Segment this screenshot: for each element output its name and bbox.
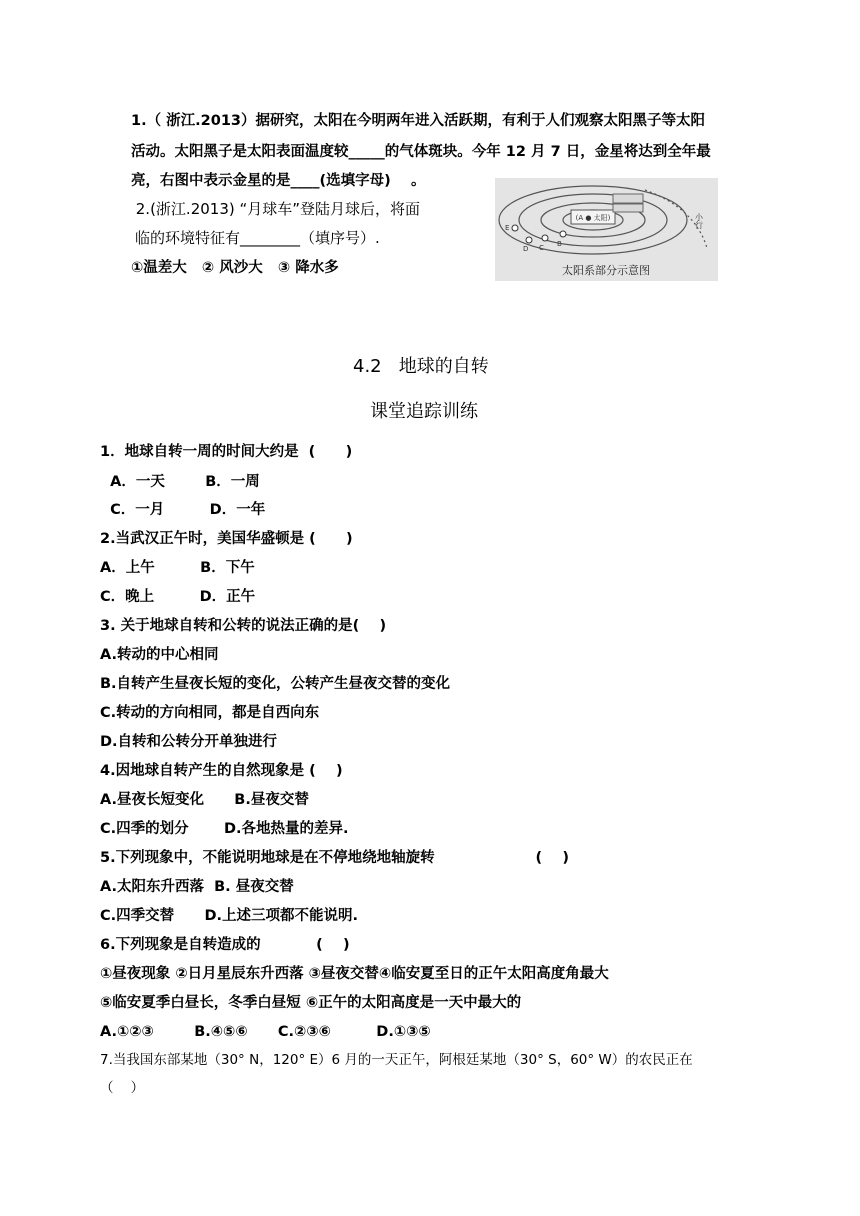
q4-stem: 4.因地球自转产生的自然现象是 ( )	[100, 763, 343, 779]
q1-stem: 1．地球自转一周的时间大约是 ( )	[100, 444, 353, 460]
planet-label-d: D	[523, 245, 529, 253]
q2-options-ab: A．上午 B．下午	[100, 560, 255, 576]
q4-options-ab: A.昼夜长短变化 B.昼夜交替	[100, 792, 309, 808]
q6-phenomena-1: ①昼夜现象 ②日月星辰东升西落 ③昼夜交替④临安夏至日的正午太阳高度角最大	[100, 966, 609, 982]
q5-stem: 5.下列现象中，不能说明地球是在不停地绕地轴旋转 ( )	[100, 850, 570, 866]
q1-options-ab: A．一天 B．一周	[100, 474, 260, 490]
q1-options-cd: C．一月 D．一年	[100, 502, 266, 518]
q3-stem: 3. 关于地球自转和公转的说法正确的是( )	[100, 618, 387, 634]
q3-option-b: B.自转产生昼夜长短的变化，公转产生昼夜交替的变化	[100, 676, 451, 692]
question-2-line-1: 2.(浙江.2013) “月球车”登陆月球后，将面	[131, 200, 421, 218]
q2-stem: 2.当武汉正午时，美国华盛顿是 ( )	[100, 531, 353, 547]
asteroid-label: 小行	[694, 213, 704, 229]
sun-label: (A ● 太阳)	[575, 214, 611, 222]
q6-phenomena-2: ⑤临安夏季白昼长，冬季白昼短 ⑥正午的太阳高度是一天中最大的	[100, 995, 522, 1011]
question-1-line-1: 1.（ 浙江.2013）据研究，太阳在今明两年进入活跃期，有利于人们观察太阳黑子等太阳	[131, 113, 706, 129]
question-2-line-2: 临的环境特征有________（填序号）.	[135, 229, 380, 247]
planet-label-b: B	[557, 240, 562, 248]
q2-options-cd: C．晚上 D．正午	[100, 589, 256, 605]
solar-system-diagram	[495, 178, 718, 281]
q7-stem: 7.当我国东部某地（30° N，120° E）6 月的一天正午，阿根廷某地（30° S，60° W）的农民正在	[100, 1052, 693, 1068]
question-1-line-3: 亮，右图中表示金星的是____(选填字母) 。	[131, 173, 426, 189]
planet-label-c: C	[539, 244, 544, 252]
figure-caption: 太阳系部分示意图	[562, 264, 650, 277]
q3-option-a: A.转动的中心相同	[100, 647, 219, 663]
planet-label-e: E	[505, 224, 510, 232]
q7-answer-blank: （ ）	[100, 1080, 145, 1096]
q3-option-d: D.自转和公转分开单独进行	[100, 734, 278, 750]
section-heading: 4.2 地球的自转	[353, 356, 489, 377]
question-1-line-2: 活动。太阳黑子是太阳表面温度较_____的气体斑块。今年 12 月 7 日，金星将达到全年最	[131, 144, 711, 160]
section-subheading: 课堂追踪训练	[370, 401, 478, 422]
question-2-options: ①温差大 ② 风沙大 ③ 降水多	[131, 260, 339, 276]
q6-stem: 6.下列现象是自转造成的 ( )	[100, 937, 350, 953]
q6-options: A.①②③ B.④⑤⑥ C.②③⑥ D.①③⑤	[100, 1024, 431, 1040]
q5-options-ab: A.太阳东升西落 B. 昼夜交替	[100, 879, 294, 895]
q3-option-c: C.转动的方向相同，都是自西向东	[100, 705, 320, 721]
q5-options-cd: C.四季交替 D.上述三项都不能说明.	[100, 908, 358, 924]
q4-options-cd: C.四季的划分 D.各地热量的差异.	[100, 821, 349, 837]
